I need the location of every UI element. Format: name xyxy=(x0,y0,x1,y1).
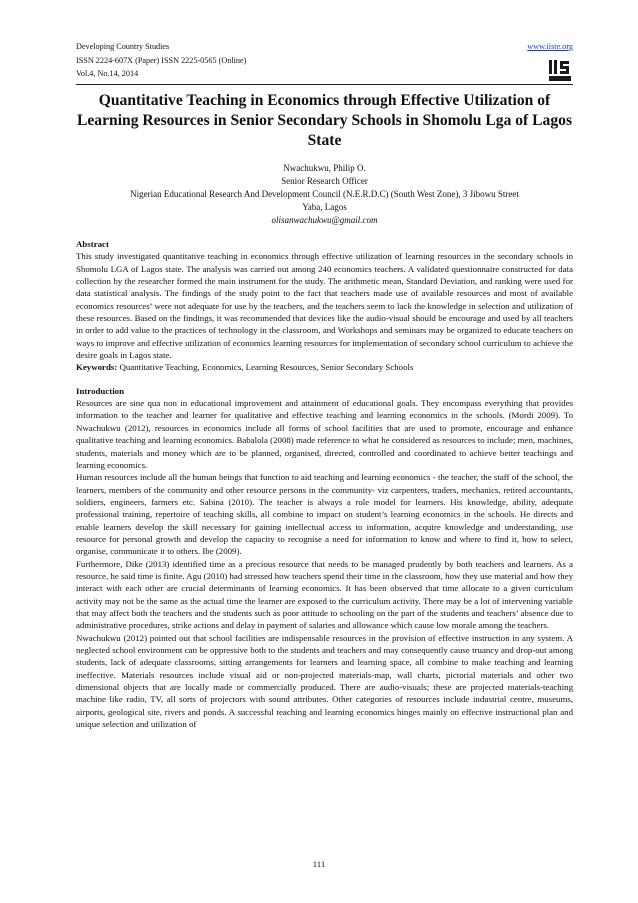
abstract-heading: Abstract xyxy=(76,239,109,249)
journal-url-link[interactable]: www.iiste.org xyxy=(527,42,573,51)
intro-paragraph: Nwachukwu (2012) pointed out that school facilities are indispensable resources in the provision of effective instruction in any system. A neglected school environment can be oppressive both to the students and teachers and may consequently cause truancy and drop-out among students, lack of adequate classrooms, sitting arrangements for learners and learning space, all combine to make teaching and learning ineffective. Materials resources include visual aid or non-projected materials-map, wall charts, pictorial materials and other two dimensional objects that are locally made or commercially produced. There are audio-visuals; these are projected materials-teaching machine like radio, TV, all sorts of projectors with sound attributes. Other categories of resources include industrial centre, museums, airports, geological site, rivers and ponds. A successful teaching and learning economics hinges mainly on effective instructional plan and unique selection and utilization of xyxy=(76,632,573,730)
author-block xyxy=(76,162,573,227)
keywords-list: Quantitative Teaching, Economics, Learning Resources, Senior Secondary Schools xyxy=(117,362,414,373)
keywords-label: Keywords: xyxy=(76,362,118,373)
author-city: Yaba, Lagos xyxy=(302,201,347,212)
header-rule xyxy=(76,84,573,85)
paper-title: Quantitative Teaching in Economics through Effective Utilization of Learning Resources in Senior Secondary Schools in Shomolu Lga of Lagos State xyxy=(76,92,573,149)
iiste-logo-icon xyxy=(547,57,573,83)
author-name: Nwachukwu, Philip O. xyxy=(283,163,366,173)
journal-volume: Vol.4, No.14, 2014 xyxy=(76,69,139,79)
author-email: olisanwachukwu@gmail.com xyxy=(271,214,378,225)
author-position: Senior Research Officer xyxy=(281,175,368,186)
keywords-line xyxy=(76,361,573,373)
paper-body xyxy=(76,238,573,730)
journal-issn: ISSN 2224-607X (Paper) ISSN 2225-0565 (Online) xyxy=(76,55,247,65)
page-number: 111 xyxy=(312,859,326,869)
intro-paragraph: Furthermore, Dike (2013) identified time as a precious resource that needs to be managed prudently by both teachers and learners. As a resource, he said time is finite. Agu (2010) had stressed how teachers spend their time in the classroom, how they use material and how they interact with each other are crucial determinants of learning economics. It has been observed that time allocate to a given curriculum activity may not be the same as the actual time the learner are exposed to the curriculum activity. There may be a lot of intervening variable that may affect both the teachers and the students such as poor attitude to schooling on the part of the students and teachers’ absence due to administrative procedures, strike actions and delay in payment of salaries and allowance which cause low morale among the teachers. xyxy=(76,558,573,631)
journal-name: Developing Country Studies xyxy=(76,42,170,51)
author-affiliation: Nigerian Educational Research And Development Council (N.E.R.D.C) (South West Zone), 3 Jibowu Street xyxy=(130,188,519,199)
intro-paragraph: Resources are sine qua non in educational improvement and attainment of educational goals. They encompass everything that provides information to the teacher and learner for qualitative and effective teaching and learning economics in the schools. (Mordi 2009). To Nwachukwu (2012), resources in economics include all forms of school facilities that are used to promote, encourage and enhance qualitative teaching and learning economics. Babalola (2008) made reference to what he considered as resources to include; men, machines, students, materials and money which are to be planned, organised, directed, controlled and coordinated to achieve better teachings and learning economics. xyxy=(76,398,573,470)
journal-header xyxy=(76,40,573,81)
abstract-text: This study investigated quantitative teaching in economics through effective utilization of learning resources in the secondary schools in Shomolu LGA of Lagos state. The analysis was carried out among 240 economics teachers. A validated questionnaire constructed for data collection by the researcher formed the main instrument for the study. The arithmetic mean, Standard Deviation, and ranking were used for data statistical analysis. The findings of the study point to the fact that teachers made use of available resources and most of available economics resources’ were not adequate for use by the teachers, and the teachers seem to lack the knowledge in selection and utilization of these resources. Based on the findings, it was recommended that devices like the audio-visual should be encourage and used by all teachers in order to add value to the practices of technology in the classroom, and Workshops and seminars may be organized to educate teachers on ways to improve and effective utilization of economics learning resources for implementation of secondary school curriculum to achieve the desire goals in Lagos state. xyxy=(76,251,573,361)
intro-paragraph: Human resources include all the human beings that function to aid teaching and learning economics - the teacher, the staff of the school, the learners, members of the community and other resource persons in the community- viz carpenters, traders, mechanics, retired accountants, soldiers, engineers, farmers etc. Sabina (2010). The teacher is always a role model for learners. His knowledge, ability, adequate professional training, repertoire of teaching skills, all combine to impact on student’s learning economics in the schools. He directs and enable learners develop the skill necessary for gaining intellectual access to information, acquire knowledge and understanding, use resource for personal growth and develop the capacity to recognise a need for information to know and where to find it, how to select, organise, communicate it to others. Ibe (2009). xyxy=(76,472,573,557)
introduction-heading: Introduction xyxy=(76,385,124,396)
